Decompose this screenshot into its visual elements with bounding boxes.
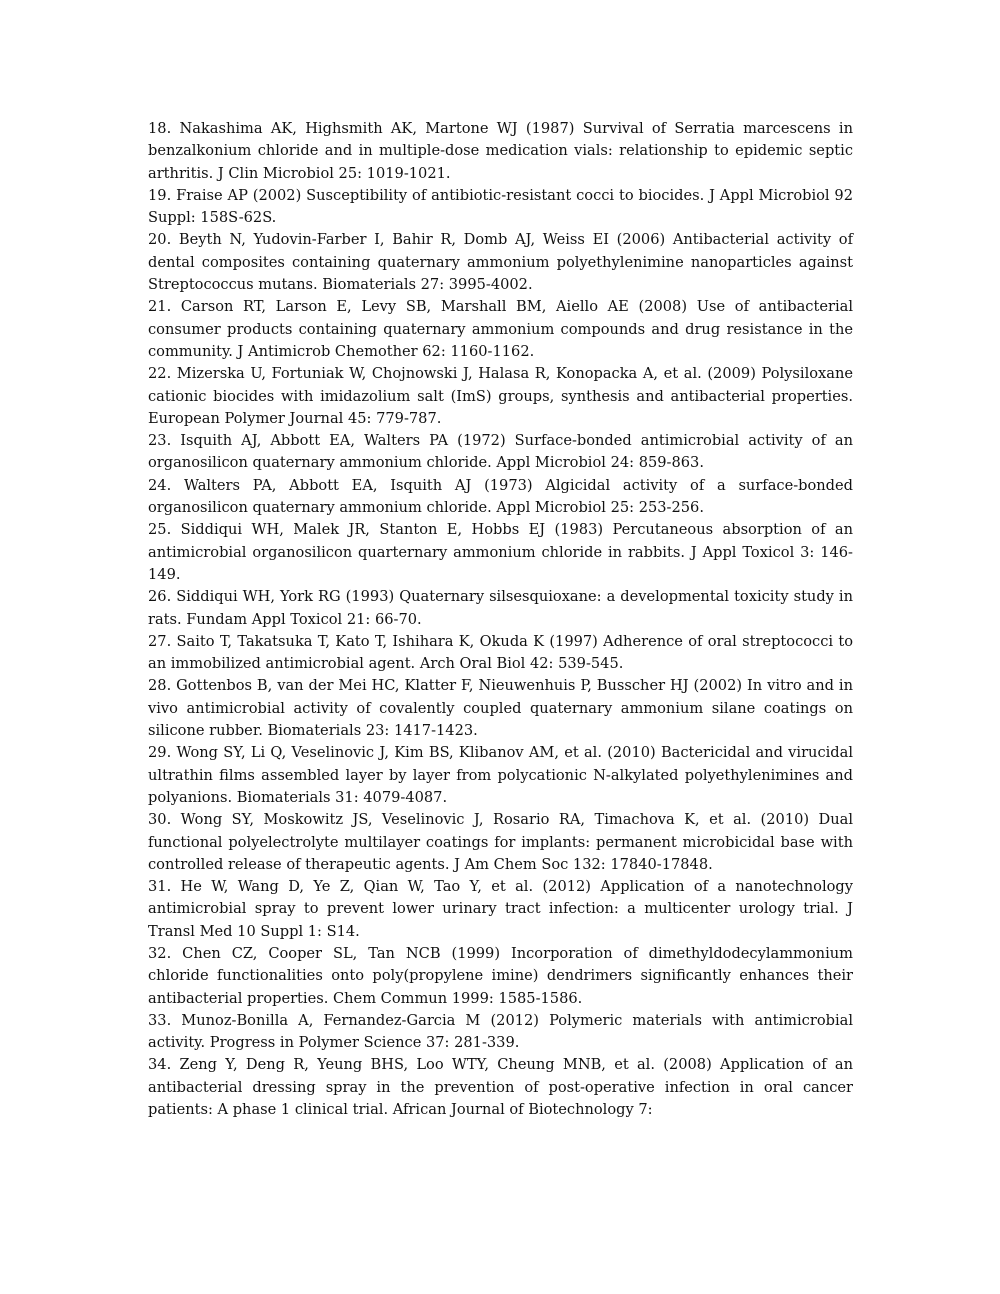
reference-27: 27. Saito T, Takatsuka T, Kato T, Ishihara K, Okuda K (1997) Adherence of oral streptococci to an immobilized antimicrobial agent. Arch Oral Biol 42: 539-545.: [148, 632, 853, 673]
reference-18: 18. Nakashima AK, Highsmith AK, Martone WJ (1987) Survival of Serratia marcescens in benzalkonium chloride and in multiple-dose medication vials: relationship to epidemic septic arthritis. J Clin Microbiol 25: 1019-1021.: [148, 120, 853, 182]
reference-25: 25. Siddiqui WH, Malek JR, Stanton E, Hobbs EJ (1983) Percutaneous absorption of an antimicrobial organosilicon quarternary ammonium chloride in rabbits. J Appl Toxicol 3: 146-149.: [148, 521, 853, 583]
reference-20: 20. Beyth N, Yudovin-Farber I, Bahir R, Domb AJ, Weiss EI (2006) Antibacterial activity of dental composites containing quaternary ammonium polyethylenimine nanoparticles against Streptococcus mutans. Biomaterials 27: 3995-4002.: [148, 231, 853, 294]
reference-22: 22. Mizerska U, Fortuniak W, Chojnowski J, Halasa R, Konopacka A, et al. (2009) Polysiloxane cationic biocides with imidazolium salt (ImS) groups, synthesis and antibacterial properties. European Polymer Journal 45: 779-787.: [148, 365, 853, 427]
reference-24: 24. Walters PA, Abbott EA, Isquith AJ (1973) Algicidal activity of a surface-bonded organosilicon quaternary ammonium chloride. Appl Microbiol 25: 253-256.: [148, 476, 853, 517]
reference-32: 32. Chen CZ, Cooper SL, Tan NCB (1999) Incorporation of dimethyldodecylammonium chloride functionalities onto poly(propylene imine) dendrimers significantly enhances their antibacterial properties. Chem Commun 1999: 1585-1586.: [148, 944, 853, 1007]
reference-list: [148, 118, 853, 1121]
reference-28: 28. Gottenbos B, van der Mei HC, Klatter F, Nieuwenhuis P, Busscher HJ (2002) In vitro and in vivo antimicrobial activity of covalently coupled quaternary ammonium silane coatings on silicone rubber. Biomaterials 23: 1417-1423.: [148, 677, 853, 740]
reference-33: 33. Munoz-Bonilla A, Fernandez-Garcia M (2012) Polymeric materials with antimicrobial activity. Progress in Polymer Science 37: 281-339.: [148, 1011, 853, 1052]
reference-30: 30. Wong SY, Moskowitz JS, Veselinovic J, Rosario RA, Timachova K, et al. (2010) Dual functional polyelectrolyte multilayer coatings for implants: permanent microbicidal base with controlled release of therapeutic agents. J Am Chem Soc 132: 17840-17848.: [148, 811, 853, 873]
reference-31: 31. He W, Wang D, Ye Z, Qian W, Tao Y, et al. (2012) Application of a nanotechnology antimicrobial spray to prevent lower urinary tract infection: a multicenter urology trial. J Transl Med 10 Suppl 1: S14.: [148, 878, 853, 940]
reference-21: 21. Carson RT, Larson E, Levy SB, Marshall BM, Aiello AE (2008) Use of antibacterial consumer products containing quaternary ammonium compounds and drug resistance in the community. J Antimicrob Chemother 62: 1160-1162.: [148, 298, 853, 360]
reference-29: 29. Wong SY, Li Q, Veselinovic J, Kim BS, Klibanov AM, et al. (2010) Bactericidal and virucidal ultrathin films assembled layer by layer from polycationic N-alkylated polyethylenimines and polyanions. Biomaterials 31: 4079-4087.: [148, 744, 853, 806]
reference-23: 23. Isquith AJ, Abbott EA, Walters PA (1972) Surface-bonded antimicrobial activity of an organosilicon quaternary ammonium chloride. Appl Microbiol 24: 859-863.: [148, 432, 853, 472]
reference-19: 19. Fraise AP (2002) Susceptibility of antibiotic-resistant cocci to biocides. J Appl Microbiol 92 Suppl: 158S-62S.: [148, 186, 853, 227]
reference-34: 34. Zeng Y, Deng R, Yeung BHS, Loo WTY, Cheung MNB, et al. (2008) Application of an antibacterial dressing spray in the prevention of post-operative infection in oral cancer patients: A phase 1 clinical trial. African Journal of Biotechnology 7:: [148, 1056, 853, 1119]
reference-26: 26. Siddiqui WH, York RG (1993) Quaternary silsesquioxane: a developmental toxicity study in rats. Fundam Appl Toxicol 21: 66-70.: [148, 588, 853, 628]
